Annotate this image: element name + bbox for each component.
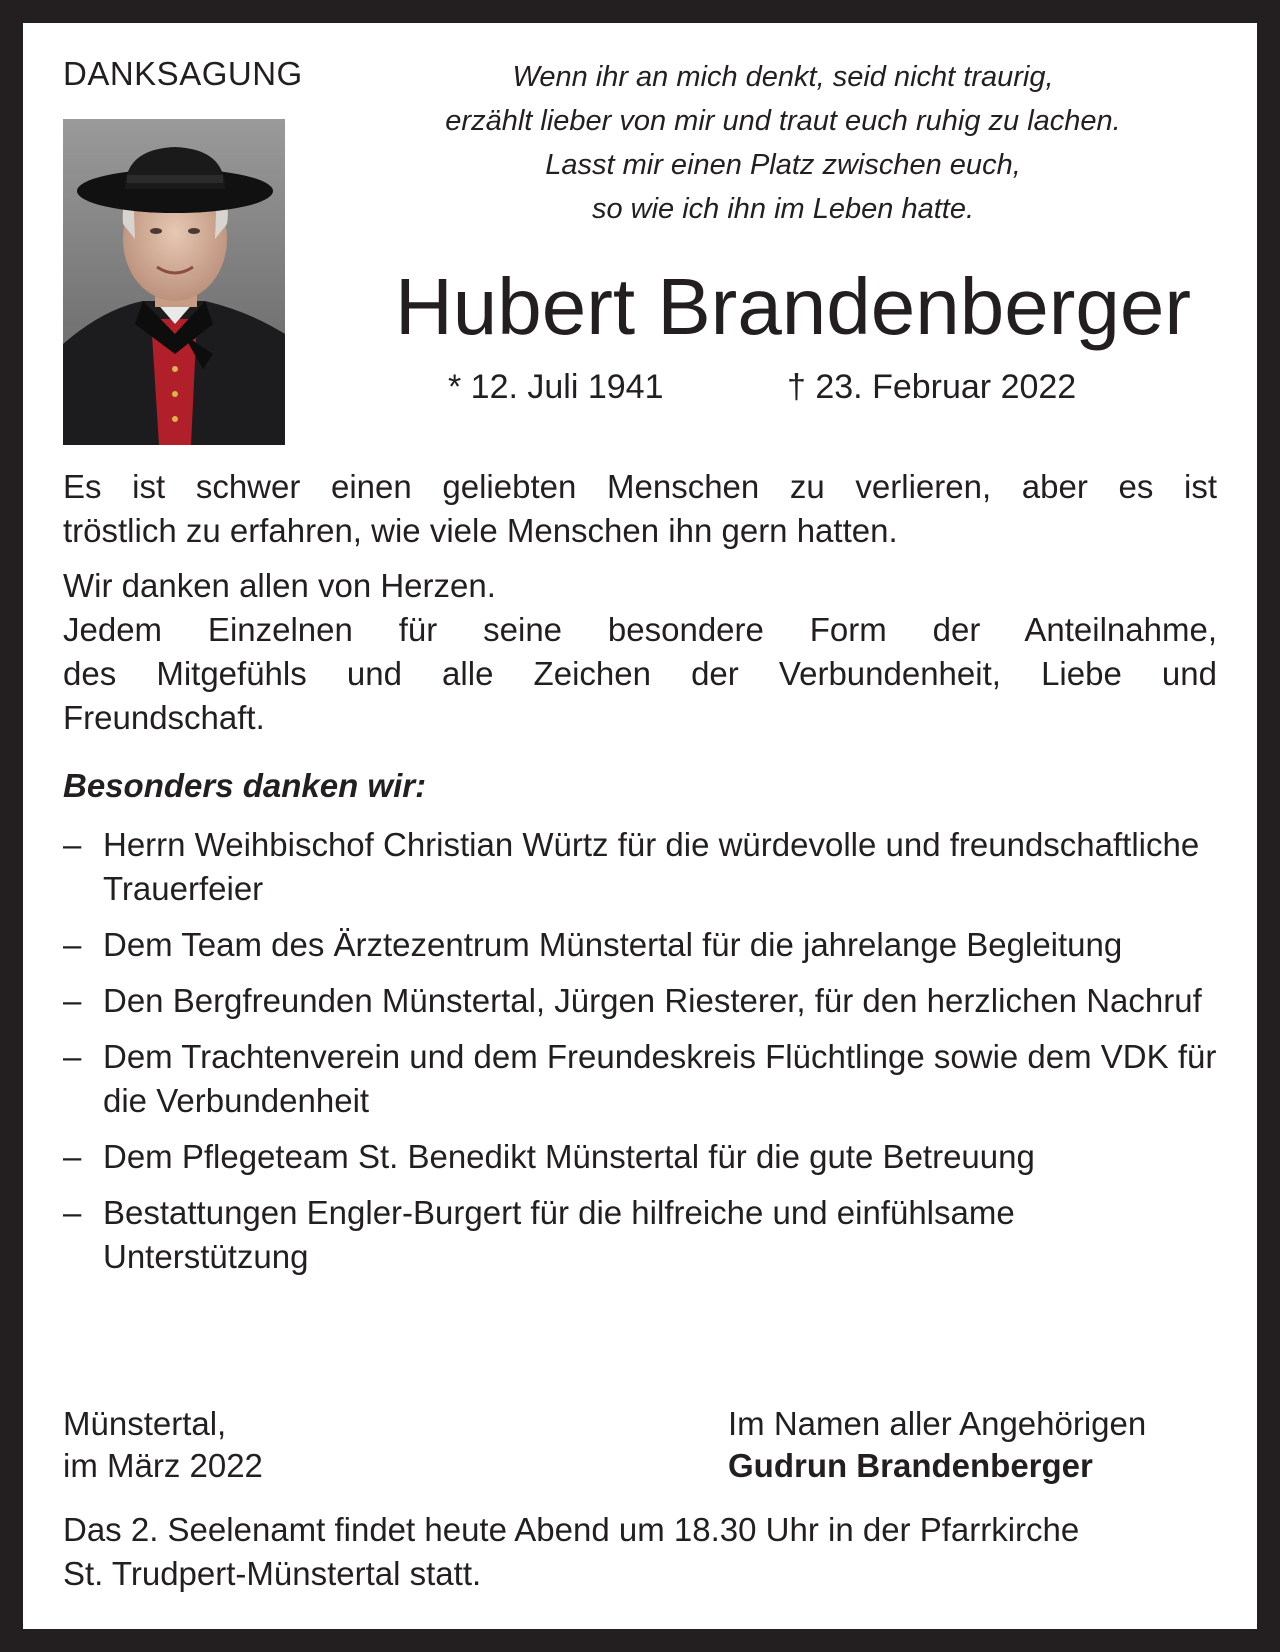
list-dash: – <box>63 826 82 863</box>
place: Münstertal, <box>63 1405 227 1442</box>
list-dash: – <box>63 1138 82 1175</box>
poem <box>343 55 1223 231</box>
obituary-card <box>23 23 1257 1629</box>
signature-name: Gudrun Brandenberger <box>728 1447 1093 1484</box>
list-item <box>63 1035 1223 1123</box>
list-dash: – <box>63 926 82 963</box>
deceased-name: Hubert Brandenberger <box>394 262 1192 351</box>
notice-line: St. Trudpert-Münstertal statt. <box>63 1555 482 1592</box>
list-item-text: Dem Trachtenverein und dem Freundeskreis Flüchtlinge sowie dem VDK für die Verbundenheit <box>103 1038 1217 1119</box>
place-date <box>63 1403 263 1487</box>
date: im März 2022 <box>63 1447 263 1484</box>
list-item-text: Dem Pflegeteam St. Benedikt Münstertal für die gute Betreuung <box>103 1138 1035 1175</box>
list-item <box>63 1135 1223 1179</box>
signature-block <box>728 1403 1146 1487</box>
paragraph-line: tröstlich zu erfahren, wie viele Menschen ihn gern hatten. <box>63 512 898 549</box>
notice-line: Das 2. Seelenamt findet heute Abend um 18.30 Uhr in der Pfarrkirche <box>63 1511 1080 1548</box>
paragraph-line: des Mitgefühls und alle Zeichen der Verbundenheit, Liebe und <box>63 655 1217 692</box>
signature-intro: Im Namen aller Angehörigen <box>728 1405 1147 1442</box>
service-notice <box>63 1508 1223 1596</box>
paragraph-line: Es ist schwer einen geliebten Menschen zu verlieren, aber es ist <box>63 468 1217 505</box>
danksagung-label: DANKSAGUNG <box>63 55 303 92</box>
list-item-text: Herrn Weihbischof Christian Würtz für die würdevolle und freundschaftliche Trauerfeier <box>103 826 1200 907</box>
list-item-text: Den Bergfreunden Münstertal, Jürgen Riesterer, für den herzlichen Nachruf <box>103 982 1202 1019</box>
portrait-image <box>63 119 285 445</box>
paragraph-thanks <box>63 564 1217 740</box>
poem-line: so wie ich ihn im Leben hatte. <box>591 193 975 225</box>
birth-date: * 12. Juli 1941 <box>448 368 664 406</box>
list-item-text: Bestattungen Engler-Burgert für die hilfreiche und einfühlsame Unterstützung <box>103 1194 1015 1275</box>
list-dash: – <box>63 1038 82 1075</box>
portrait-photo <box>63 119 285 445</box>
death-date: † 23. Februar 2022 <box>787 368 1077 406</box>
list-item-text: Dem Team des Ärztezentrum Münstertal für die jahrelange Begleitung <box>103 926 1123 963</box>
paragraph-line: Wir danken allen von Herzen. <box>63 567 496 604</box>
list-item <box>63 1191 1223 1279</box>
thanks-heading: Besonders danken wir: <box>63 767 427 804</box>
list-dash: – <box>63 982 82 1019</box>
poem-line: Lasst mir einen Platz zwischen euch, <box>545 149 1021 181</box>
paragraph-line: Jedem Einzelnen für seine besondere Form der Anteilnahme, <box>63 611 1217 648</box>
poem-line: erzählt lieber von mir und traut euch ruhig zu lachen. <box>445 105 1121 137</box>
list-item <box>63 823 1223 911</box>
paragraph-line: Freundschaft. <box>63 699 265 736</box>
list-item <box>63 979 1223 1023</box>
list-item <box>63 923 1223 967</box>
paragraph-intro <box>63 465 1217 553</box>
thanks-list <box>63 823 1223 1291</box>
list-dash: – <box>63 1194 82 1231</box>
poem-line: Wenn ihr an mich denkt, seid nicht traurig, <box>512 61 1054 93</box>
